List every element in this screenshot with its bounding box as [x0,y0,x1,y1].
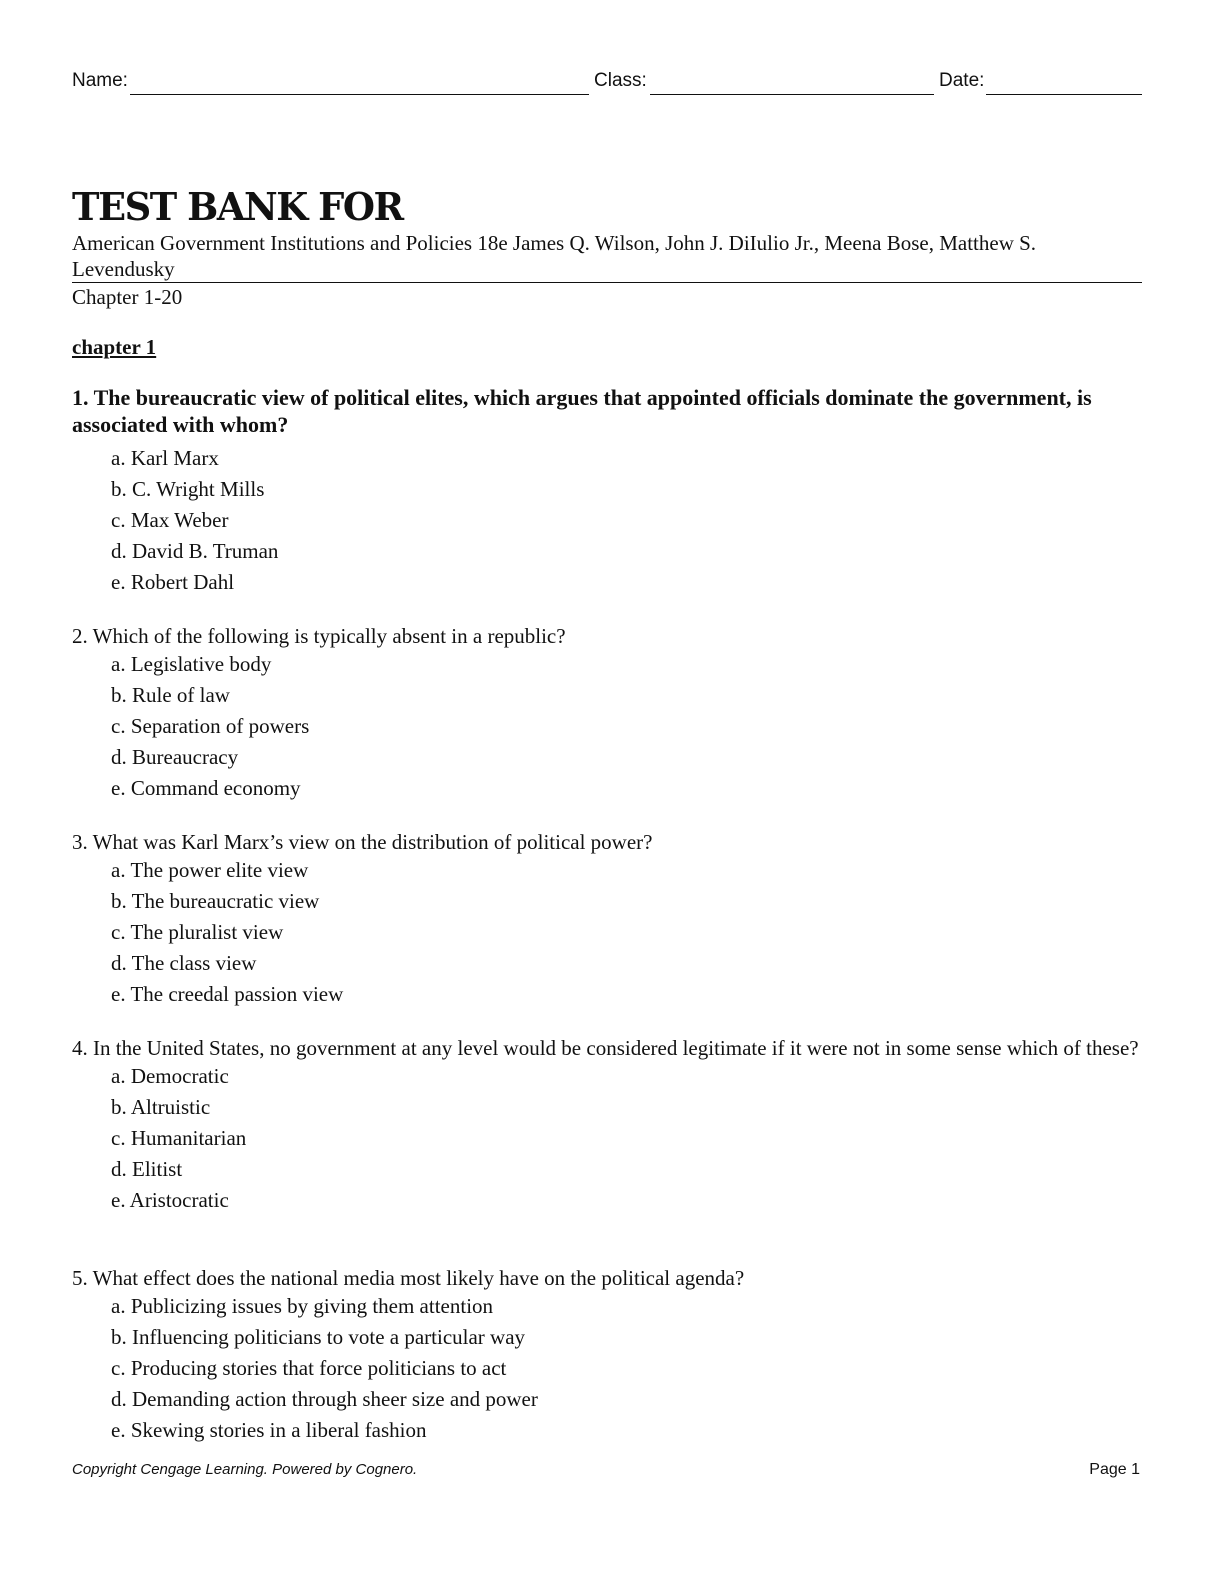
answer-options [72,649,1142,804]
answer-option: c. Producing stories that force politicians to act [111,1356,507,1380]
question-stem: 2. Which of the following is typically absent in a republic? [72,624,566,648]
question-2 [72,623,1142,804]
question-stem: 3. What was Karl Marx’s view on the distribution of political power? [72,830,653,854]
answer-option: e. Aristocratic [111,1188,229,1212]
answer-option: d. Elitist [111,1157,183,1181]
date-blank-line [986,94,1142,95]
answer-options [72,443,1142,598]
student-info-header [72,70,1142,98]
test-bank-title: TEST BANK FOR [72,184,403,229]
question-stem: 1. The bureaucratic view of political elites, which argues that appointed officials dominate the government, is associated with whom? [72,385,1092,437]
answer-option: c. The pluralist view [111,920,284,944]
answer-option: c. Humanitarian [111,1126,247,1150]
answer-option: a. Publicizing issues by giving them attention [111,1294,494,1318]
answer-options [72,1291,1142,1446]
date-label: Date: [939,70,985,91]
chapter-range: Chapter 1-20 [72,285,183,309]
answer-options [72,855,1142,1010]
question-4 [72,1035,1142,1216]
answer-option: d. Bureaucracy [111,745,239,769]
answer-option: e. The creedal passion view [111,982,344,1006]
question-stem: 4. In the United States, no government at any level would be considered legitimate if it were not in some sense which of these? [72,1036,1139,1060]
answer-option: a. Legislative body [111,652,272,676]
answer-option: b. Rule of law [111,683,230,707]
answer-option: a. The power elite view [111,858,309,882]
answer-option: b. Altruistic [111,1095,211,1119]
answer-option: e. Skewing stories in a liberal fashion [111,1418,427,1442]
answer-options [72,1061,1142,1216]
name-blank-line [130,94,589,95]
question-5 [72,1265,1142,1446]
answer-option: b. C. Wright Mills [111,477,265,501]
answer-option: a. Democratic [111,1064,229,1088]
answer-option: c. Separation of powers [111,714,310,738]
copyright-footer: Copyright Cengage Learning. Powered by Cognero. [72,1461,418,1478]
chapter-heading: chapter 1 [72,335,157,359]
question-1 [72,384,1142,598]
title-divider [72,282,1142,283]
answer-option: d. The class view [111,951,257,975]
question-3 [72,829,1142,1010]
answer-option: b. Influencing politicians to vote a particular way [111,1325,526,1349]
answer-option: a. Karl Marx [111,446,219,470]
answer-option: d. David B. Truman [111,539,279,563]
book-citation: American Government Institutions and Policies 18e James Q. Wilson, John J. DiIulio Jr., Meena Bose, Matthew S. Levendusky [72,231,1037,281]
question-stem: 5. What effect does the national media most likely have on the political agenda? [72,1266,745,1290]
page-number: Page 1 [1089,1461,1140,1478]
answer-option: c. Max Weber [111,508,229,532]
answer-option: e. Robert Dahl [111,570,235,594]
name-label: Name: [72,70,128,91]
class-blank-line [650,94,934,95]
class-label: Class: [594,70,647,91]
answer-option: e. Command economy [111,776,301,800]
answer-option: d. Demanding action through sheer size and power [111,1387,538,1411]
answer-option: b. The bureaucratic view [111,889,320,913]
